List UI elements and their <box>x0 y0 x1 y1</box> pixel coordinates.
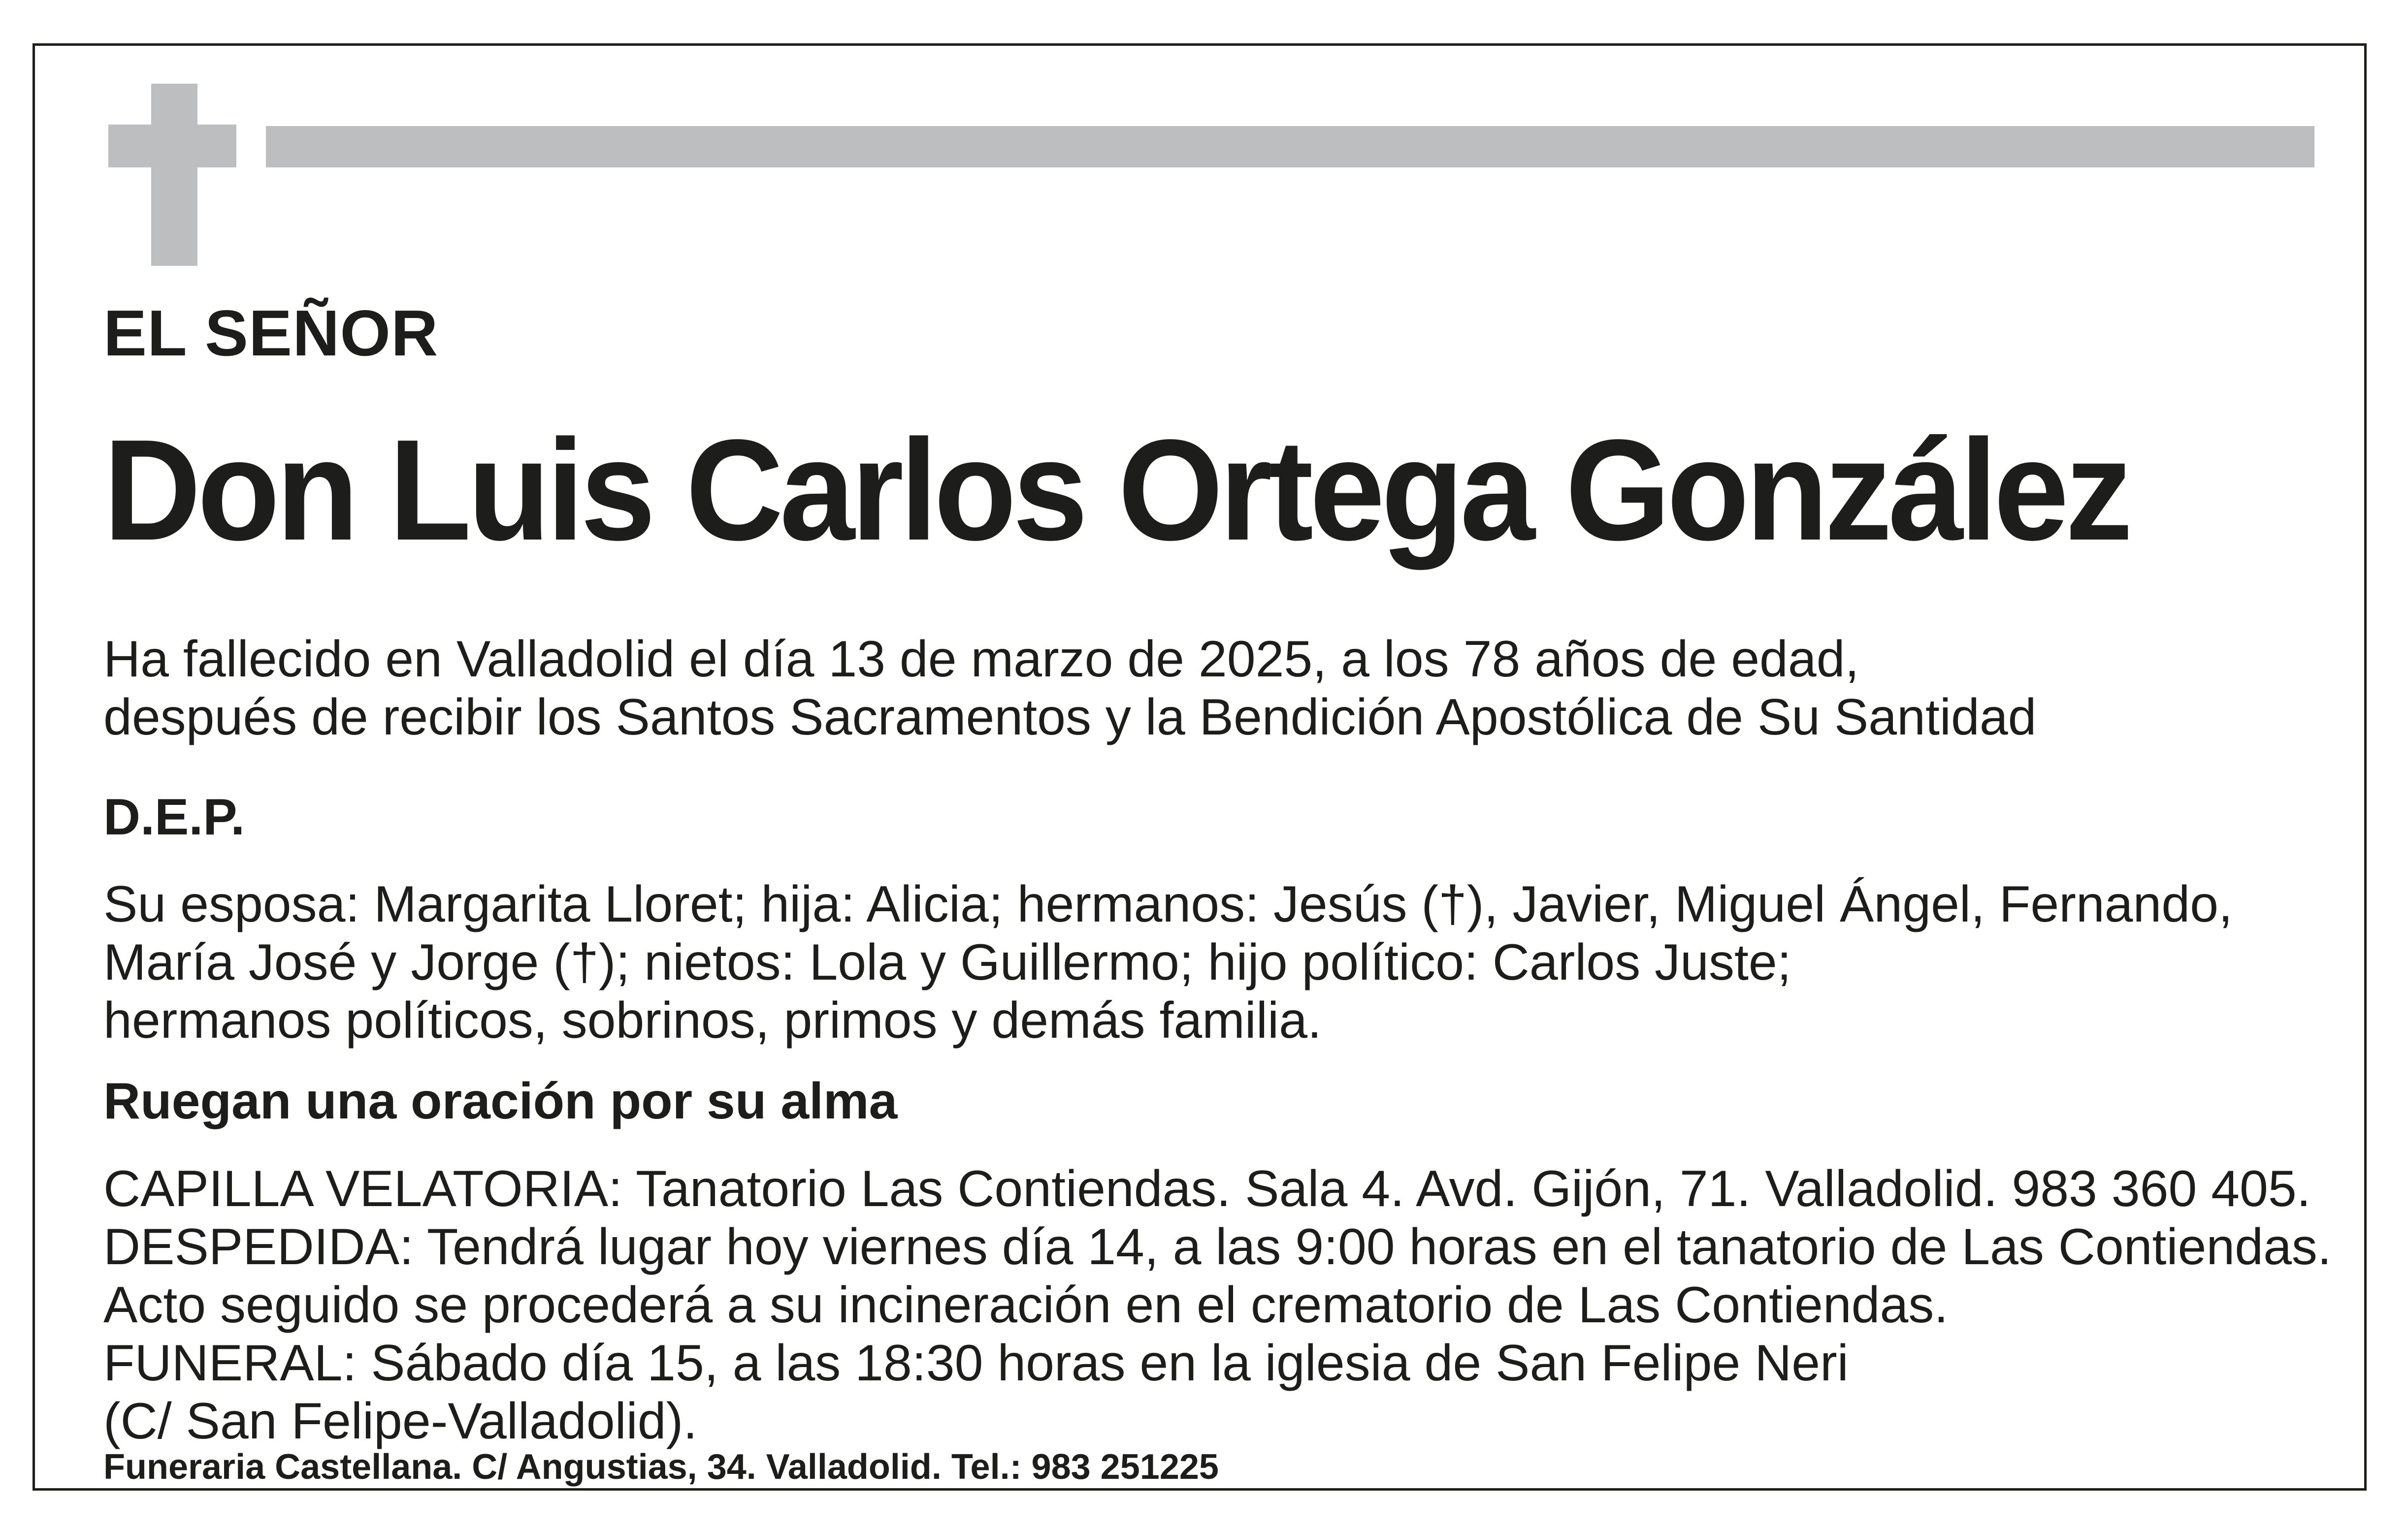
intro-line-1: Ha fallecido en Valladolid el día 13 de marzo de 2025, a los 78 años de edad, <box>103 631 1859 688</box>
family-line-1: Su esposa: Margarita Lloret; hija: Alicia; hermanos: Jesús (†), Javier, Miguel Ángel, Fernando, <box>103 876 2233 933</box>
service-line-2: DESPEDIDA: Tendrá lugar hoy viernes día 14, a las 9:00 horas en el tanatorio de Las Contiendas. <box>103 1218 2332 1276</box>
prayer-request: Ruegan una oración por su alma <box>103 1073 898 1130</box>
family-line-2: María José y Jorge (†); nietos: Lola y Guillermo; hijo político: Carlos Juste; <box>103 934 1791 991</box>
header-rule <box>266 126 2314 167</box>
cross-vertical-bar <box>151 84 197 266</box>
intro-line-2: después de recibir los Santos Sacramentos y la Bendición Apostólica de Su Santidad <box>103 689 2037 746</box>
family-line-3: hermanos políticos, sobrinos, primos y demás familia. <box>103 992 1322 1049</box>
cross-horizontal-bar <box>108 125 236 167</box>
funeral-home-footer: Funeraria Castellana. C/ Angustias, 34. Valladolid. Tel.: 983 251225 <box>103 1447 1219 1487</box>
deceased-name: Don Luis Carlos Ortega González <box>103 410 2129 570</box>
service-line-3: Acto seguido se procederá a su incineración en el crematorio de Las Contiendas. <box>103 1276 1949 1334</box>
service-line-1: CAPILLA VELATORIA: Tanatorio Las Contiendas. Sala 4. Avd. Gijón, 71. Valladolid. 983 360 405. <box>103 1160 2311 1217</box>
service-line-5: (C/ San Felipe-Valladolid). <box>103 1393 698 1450</box>
rip-label: D.E.P. <box>103 789 245 846</box>
service-line-4: FUNERAL: Sábado día 15, a las 18:30 horas en la iglesia de San Felipe Neri <box>103 1335 1849 1392</box>
honorific-title: EL SEÑOR <box>103 297 439 369</box>
